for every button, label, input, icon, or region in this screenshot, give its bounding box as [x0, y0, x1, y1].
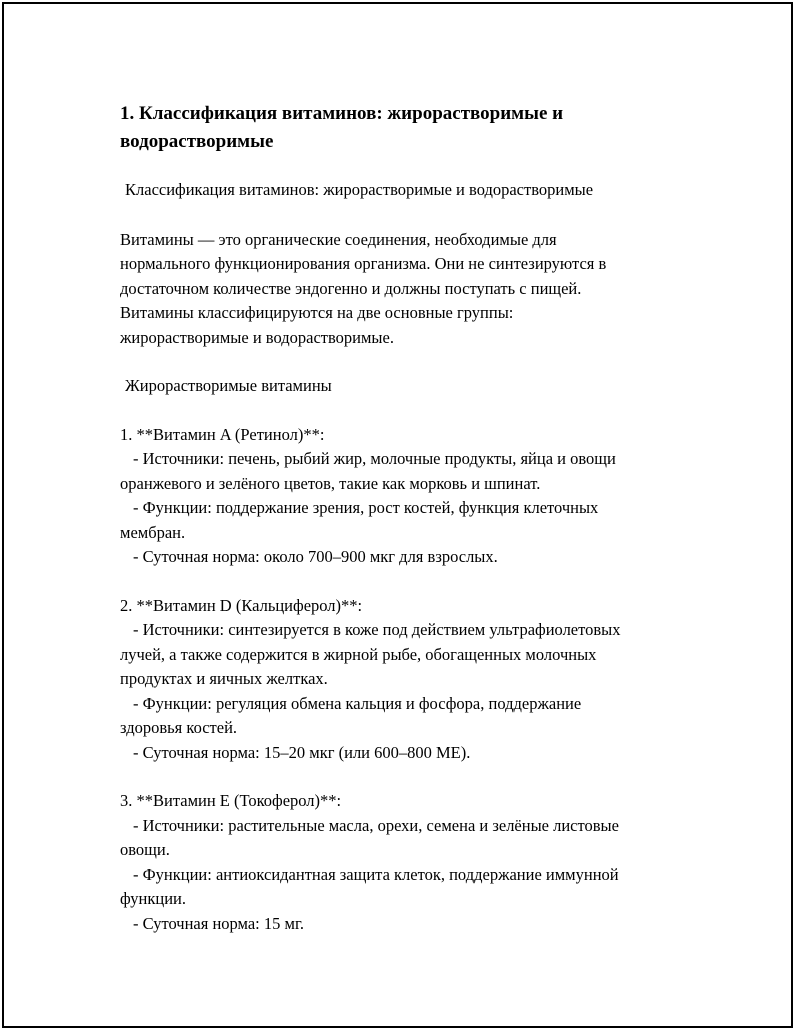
- vitamin-item: [120, 594, 720, 766]
- title-line: водорастворимые: [120, 131, 274, 152]
- vitamin-detail-line: оранжевого и зелёного цветов, такие как морковь и шпинат.: [120, 473, 541, 493]
- vitamin-item: [120, 423, 720, 570]
- vitamin-detail-line: - Источники: синтезируется в коже под действием ультрафиолетовых: [133, 620, 621, 639]
- vitamin-heading: 1. **Витамин A (Ретинол)**:: [120, 424, 325, 444]
- document-content: [120, 100, 720, 936]
- vitamin-detail-line: - Суточная норма: 15 мг.: [133, 913, 304, 933]
- vitamin-detail-line: - Источники: растительные масла, орехи, семена и зелёные листовые: [133, 815, 619, 835]
- vitamin-detail-line: овощи.: [120, 840, 170, 859]
- intro-paragraph: [120, 228, 720, 351]
- document-subtitle: Классификация витаминов: жирорастворимые и водорастворимые: [125, 180, 594, 199]
- vitamin-detail-line: мембран.: [120, 522, 186, 542]
- vitamin-detail-line: - Функции: поддержание зрения, рост костей, функция клеточных: [133, 498, 599, 517]
- vitamin-detail-line: здоровья костей.: [120, 718, 238, 737]
- vitamin-list: [120, 423, 720, 937]
- vitamin-item: [120, 789, 720, 936]
- vitamin-detail-line: - Источники: печень, рыбий жир, молочные продукты, яйца и овощи: [133, 449, 616, 468]
- vitamin-detail-line: - Суточная норма: около 700–900 мкг для взрослых.: [133, 547, 498, 566]
- intro-line: Витамины — это органические соединения, необходимые для: [120, 229, 557, 249]
- vitamin-detail-line: функции.: [120, 889, 186, 908]
- vitamin-detail-line: - Функции: антиоксидантная защита клеток, поддержание иммунной: [133, 864, 619, 884]
- vitamin-detail-line: - Функции: регуляция обмена кальция и фосфора, поддержание: [133, 693, 582, 713]
- intro-line: нормального функционирования организма. Они не синтезируются в: [120, 254, 607, 273]
- title-line: 1. Классификация витаминов: жирорастворимые и: [120, 103, 564, 124]
- vitamin-heading: 2. **Витамин D (Кальциферол)**:: [120, 595, 363, 615]
- intro-line: Витамины классифицируются на две основные группы:: [120, 303, 514, 322]
- intro-line: жирорастворимые и водорастворимые.: [120, 327, 394, 347]
- document-title: [120, 100, 720, 156]
- vitamin-detail-line: продуктах и яичных желтках.: [120, 669, 328, 688]
- section-title: Жирорастворимые витамины: [125, 376, 332, 395]
- document-page: [2, 2, 793, 1028]
- intro-line: достаточном количестве эндогенно и должны поступать с пищей.: [120, 278, 582, 298]
- vitamin-detail-line: лучей, а также содержится в жирной рыбе, обогащенных молочных: [120, 644, 597, 664]
- vitamin-detail-line: - Суточная норма: 15–20 мкг (или 600–800 МЕ).: [133, 742, 471, 762]
- vitamin-heading: 3. **Витамин E (Токоферол)**:: [120, 791, 342, 810]
